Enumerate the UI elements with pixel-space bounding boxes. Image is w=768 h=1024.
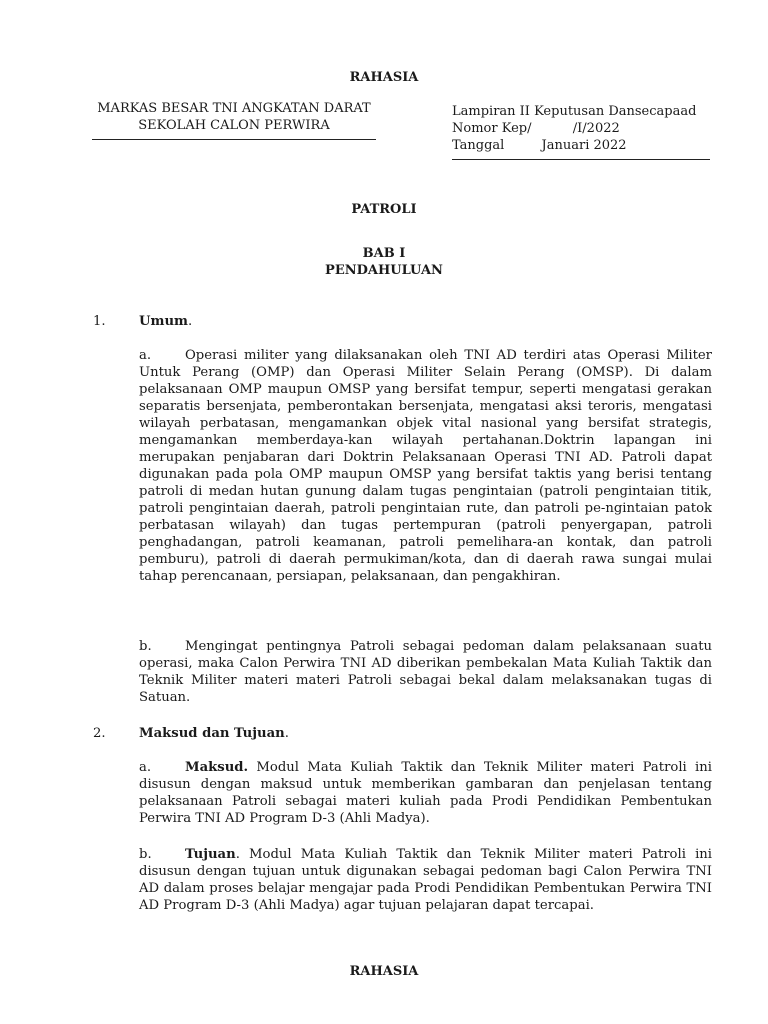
item-label: a. — [139, 760, 152, 775]
header-right — [452, 103, 710, 160]
item-lead: Maksud. — [185, 760, 249, 775]
item-label: a. — [139, 348, 152, 363]
header-right-line3: Tanggal Januari 2022 — [452, 138, 627, 153]
header-left-rule — [92, 139, 376, 140]
item-label: b. — [139, 639, 152, 654]
header-left-line2: SEKOLAH CALON PERWIRA — [138, 118, 330, 133]
section-2-item-b — [139, 846, 712, 914]
item-text: Modul Mata Kuliah Taktik dan Teknik Militer materi Patroli ini disusun dengan maksud untuk memberikan gambaran dan penjelasan tentang pelaksanaan Patroli sebagai materi kuliah pada Prodi Pendidikan Pembentukan Perwira TNI AD Program D-3 (Ahli Madya). — [139, 760, 712, 826]
header-right-line1: Lampiran II Keputusan Dansecapaad — [452, 104, 697, 119]
chapter-title: PENDAHULUAN — [325, 263, 443, 278]
section-2-item-a — [139, 759, 712, 827]
section-1-title: Umum — [139, 314, 188, 329]
item-text: Operasi militer yang dilaksanakan oleh TNI AD terdiri atas Operasi Militer Untuk Perang (OMP) dan Operasi Militer Selain Perang (OMSP). Di dalam pelaksanaan OMP maupun OMSP yang bersifat tempur, seperti mengatasi gerakan separatis bersenjata, pemberontakan bersenjata, mengatasi aksi teroris, mengatasi wilayah perbatasan, mengamankan objek vital nasional yang bersifat strategis, mengamankan memberdaya-kan wilayah pertahanan.Doktrin lapangan ini merupakan penjabaran dari Doktrin Pelaksanaan Operasi TNI AD. Patroli dapat digunakan pada pola OMP maupun OMSP yang bersifat taktis yang berisi tentang patroli di medan hutan gunung dalam tugas pengintaian (patroli pengintaian titik, patroli pengintaian daerah, patroli pengintaian rute, dan patroli pe-ngintaian patok perbatasan wilayah) dan tugas pertempuran (patroli penyergapan, patroli penghadangan, patroli keamanan, patroli pemelihara-an kontak, dan patroli pemburu), patroli di daerah permukiman/kota, dan di daerah rawa sungai mulai tahap perencanaan, persiapan, pelaksanaan, dan pengakhiran. — [139, 348, 712, 584]
doc-title: PATROLI — [351, 202, 417, 217]
item-text: Mengingat pentingnya Patroli sebagai pedoman dalam pelaksanaan suatu operasi, maka Calon Perwira TNI AD diberikan pembekalan Mata Kuliah Taktik dan Teknik Militer materi materi Patroli sebagai bekal dalam melaksanakan tugas di Satuan. — [139, 639, 712, 705]
section-1-heading: Umum. — [139, 314, 193, 329]
chapter-number: BAB I — [362, 246, 406, 261]
section-1-number: 1. — [93, 314, 106, 329]
classification-top: RAHASIA — [349, 70, 419, 85]
item-label: b. — [139, 847, 152, 862]
section-1-item-b — [139, 638, 712, 706]
item-text: . Modul Mata Kuliah Taktik dan Teknik Militer materi Patroli ini disusun dengan tujuan untuk digunakan sebagai pedoman bagi Calon Perwira TNI AD dalam proses belajar mengajar pada Prodi Pendidikan Pembentukan Perwira TNI AD Program D-3 (Ahli Madya) agar tujuan pelajaran dapat tercapai. — [139, 847, 712, 913]
section-2-title: Maksud dan Tujuan — [139, 726, 285, 741]
header-right-rule — [452, 159, 710, 160]
classification-bottom: RAHASIA — [349, 964, 419, 979]
header-left — [92, 100, 376, 140]
section-1-item-a — [139, 347, 712, 585]
header-right-line2: Nomor Kep/ /I/2022 — [452, 121, 620, 136]
header-left-line1: MARKAS BESAR TNI ANGKATAN DARAT — [97, 101, 371, 116]
section-2-number: 2. — [93, 726, 106, 741]
item-lead: Tujuan — [185, 847, 236, 862]
section-2-heading: Maksud dan Tujuan. — [139, 726, 289, 741]
